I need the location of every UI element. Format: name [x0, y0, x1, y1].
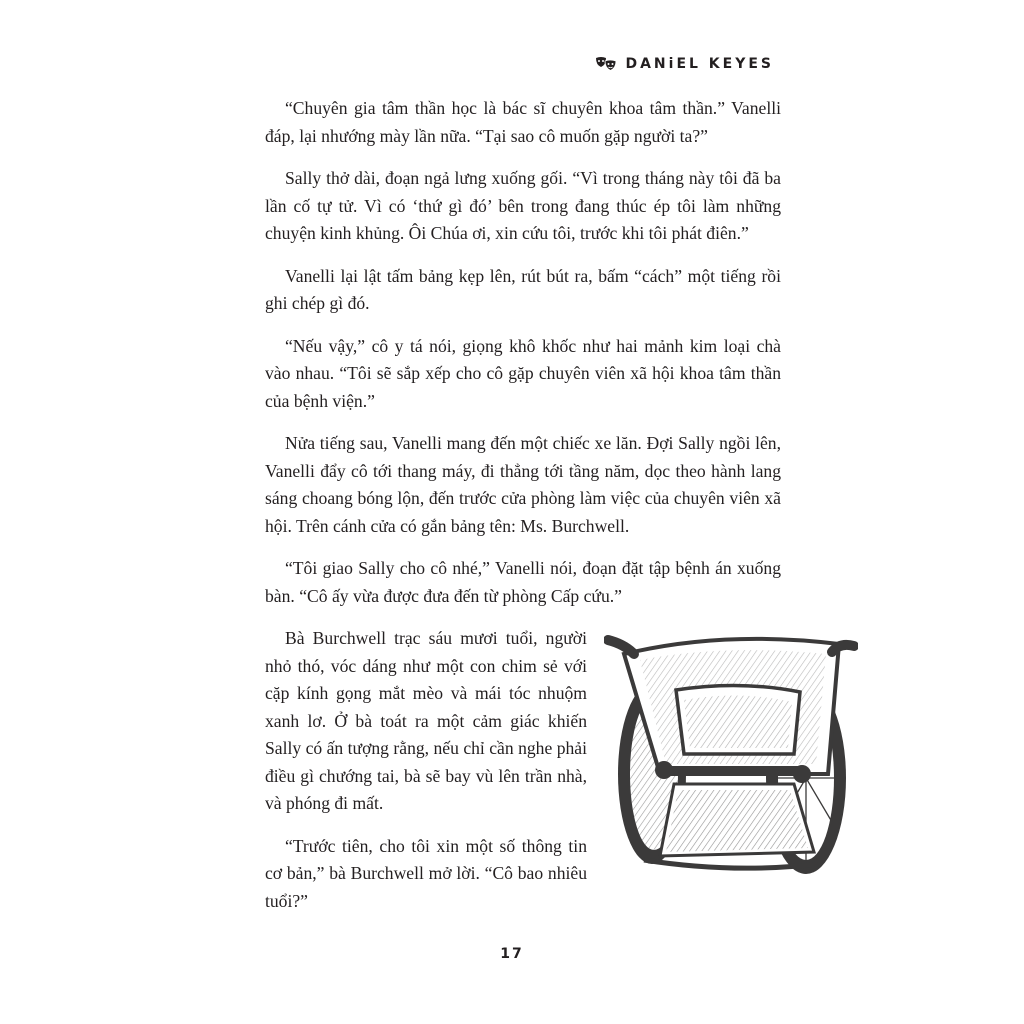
wheelchair-sketch-icon	[604, 624, 858, 882]
author-name: DANiEL KEYES	[625, 56, 774, 72]
paragraph: Sally thở dài, đoạn ngả lưng xuống gối. “Vì trong tháng này tôi đã ba lần cố tự tử. Vì có ‘thứ gì đó’ bên trong đang thúc ép tôi làm những chuyện kinh khủng. Ôi Chúa ơi, xin cứu tôi, trước khi tôi phát điên.”	[265, 168, 781, 243]
paragraph: “Tôi giao Sally cho cô nhé,” Vanelli nói, đoạn đặt tập bệnh án xuống bàn. “Cô ấy vừa được đưa đến từ phòng Cấp cứu.”	[265, 558, 781, 606]
theater-masks-icon	[595, 56, 617, 72]
paragraph: “Trước tiên, cho tôi xin một số thông tin cơ bản,” bà Burchwell mở lời. “Cô bao nhiêu tuổi?”	[265, 835, 587, 911]
running-header	[595, 56, 774, 72]
page-number: 17	[500, 946, 524, 962]
paragraph: Bà Burchwell trạc sáu mươi tuổi, người nhỏ thó, vóc dáng như một con chim sẻ với cặp kính gọng mắt mèo và mái tóc nhuộm xanh lơ. Ở bà toát ra một cảm giác khiến Sally có ấn tượng rằng, nếu chỉ cần nghe phải điều gì chướng tai, bà sẽ bay vù lên trần nhà, và phóng đi mất.	[265, 628, 587, 813]
paragraph: Nửa tiếng sau, Vanelli mang đến một chiếc xe lăn. Đợi Sally ngồi lên, Vanelli đẩy cô tới thang máy, đi thẳng tới tầng năm, dọc theo hành lang sáng choang bóng lộn, đến trước cửa phòng làm việc của chuyên viên xã hội. Trên cánh cửa có gắn bảng tên: Ms. Burchwell.	[265, 433, 781, 536]
paragraph: “Nếu vậy,” cô y tá nói, giọng khô khốc như hai mảnh kim loại chà vào nhau. “Tôi sẽ sắp xếp cho cô gặp chuyên viên xã hội khoa tâm thần của bệnh viện.”	[265, 335, 781, 411]
paragraph: Vanelli lại lật tấm bảng kẹp lên, rút bút ra, bấm “cách” một tiếng rồi ghi chép gì đó.	[265, 265, 781, 313]
paragraph: “Chuyên gia tâm thần học là bác sĩ chuyên khoa tâm thần.” Vanelli đáp, lại nhướng mày lần nữa. “Tại sao cô muốn gặp người ta?”	[265, 98, 781, 146]
